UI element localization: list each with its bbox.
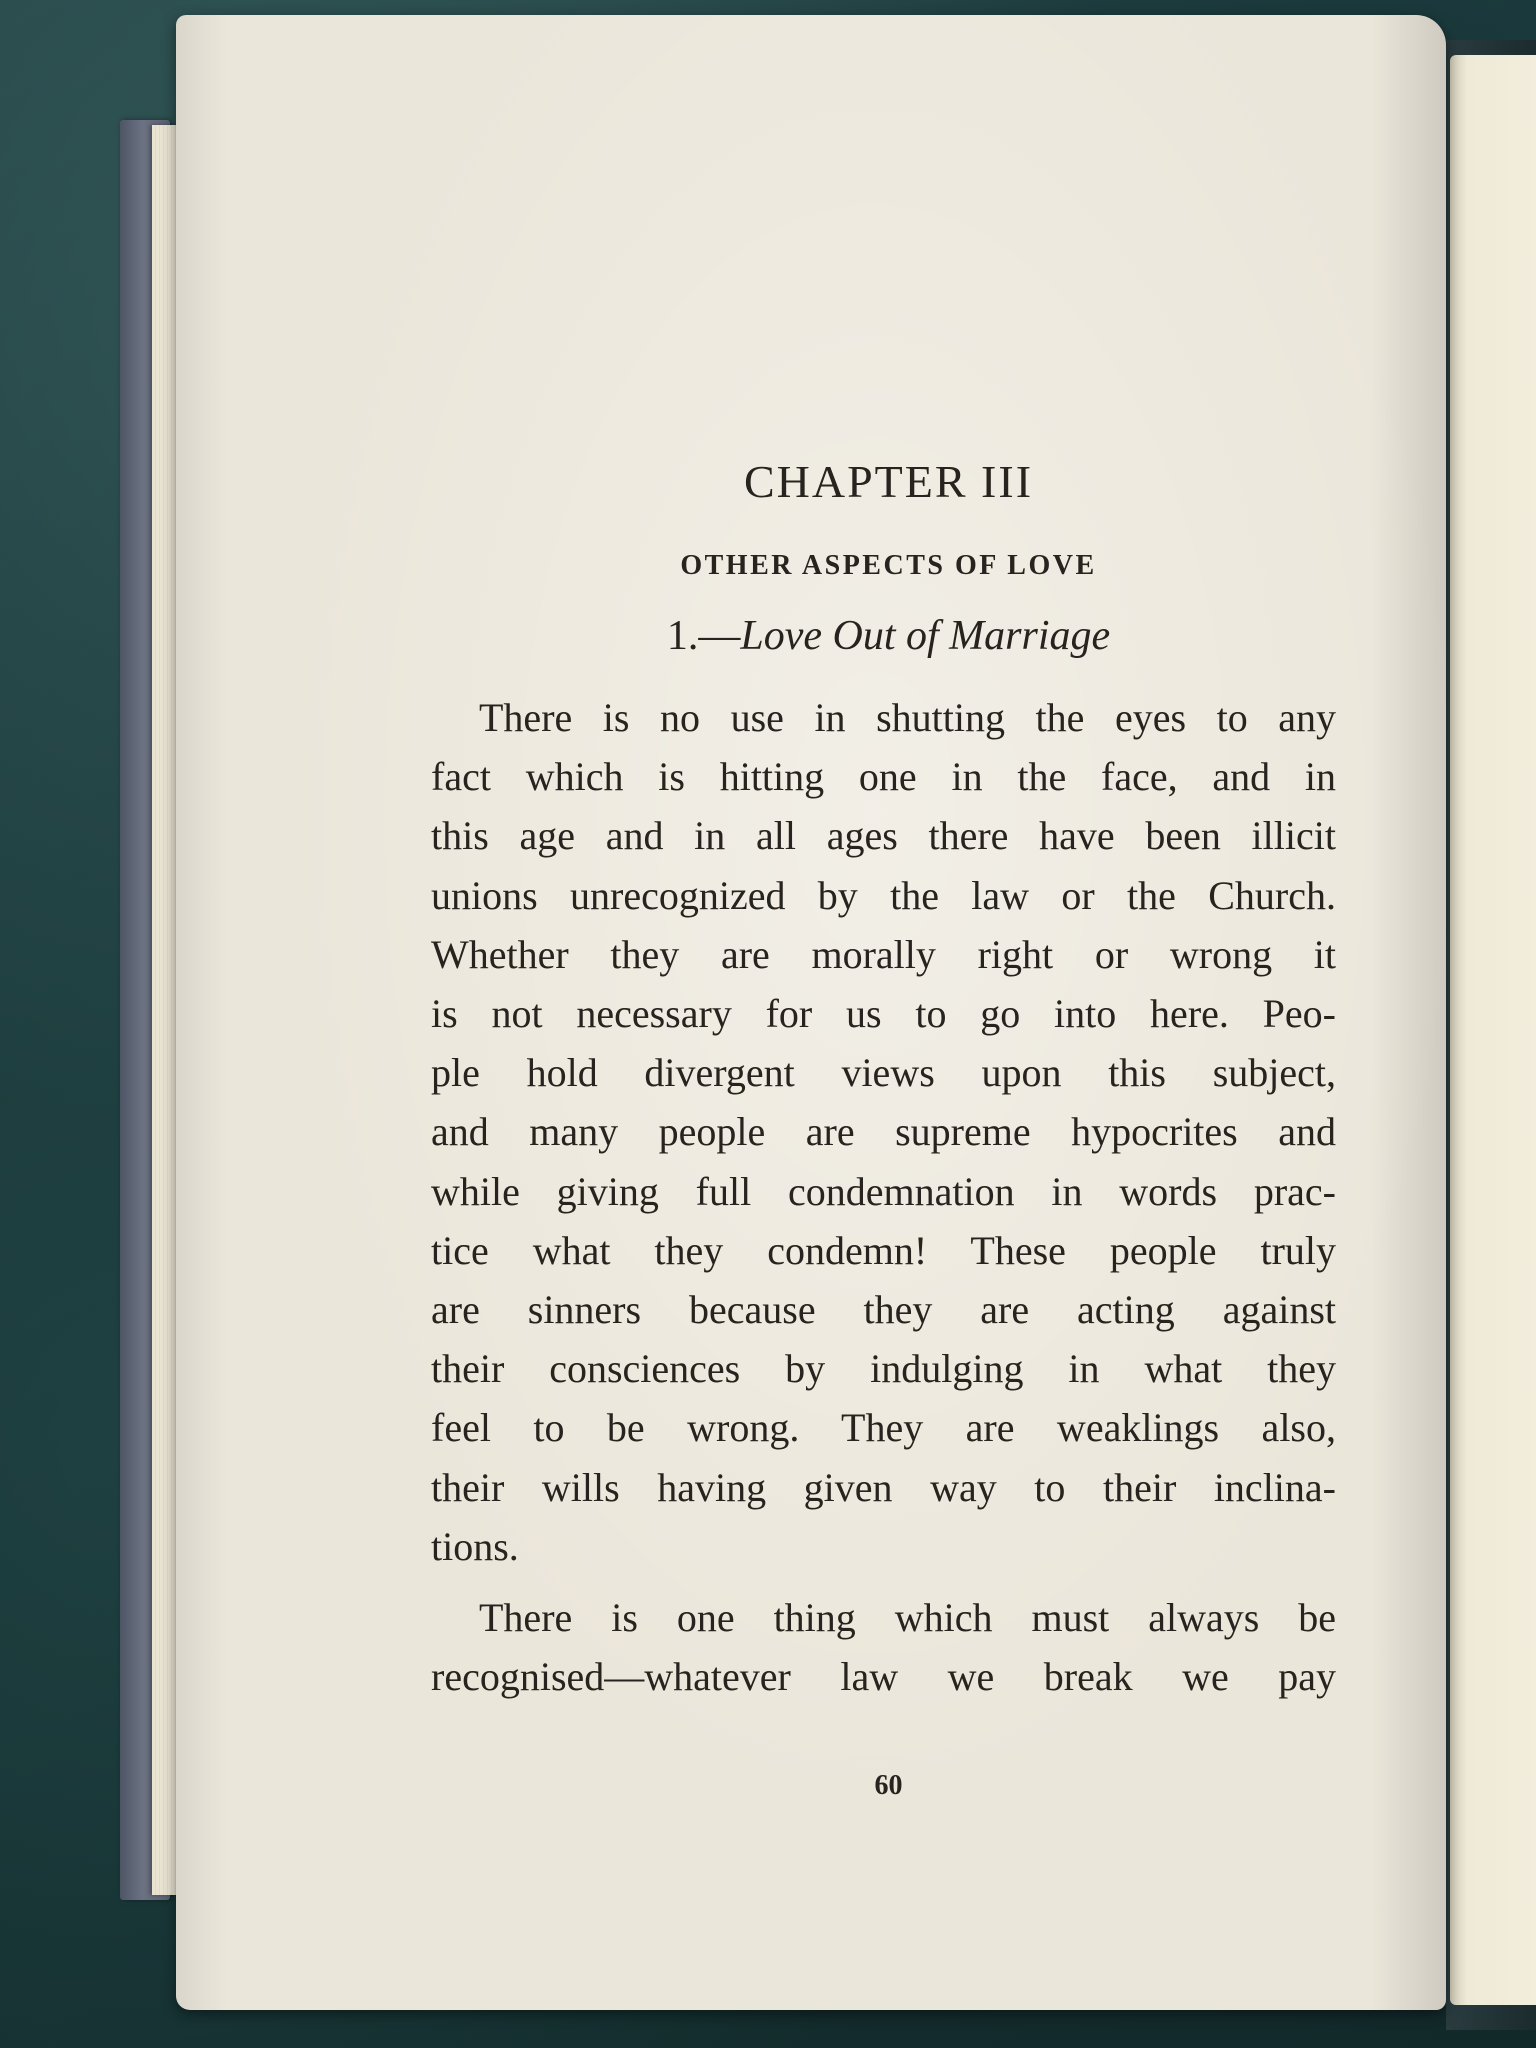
text-line: recognised—whatever law we break we pay xyxy=(431,1654,1336,1700)
text-line: their wills having given way to their inclina- xyxy=(431,1464,1336,1510)
text-line: ple hold divergent views upon this subject, xyxy=(431,1050,1336,1096)
page-text-block xyxy=(431,455,1336,1718)
text-line: Whether they are morally right or wrong it xyxy=(431,931,1336,977)
subsection-heading: Love Out of Marriage xyxy=(740,613,1111,659)
facing-page-edge xyxy=(1450,55,1536,2005)
book-page xyxy=(176,15,1446,2010)
text-line: this age and in all ages there have been illicit xyxy=(431,813,1336,859)
page-number: 60 xyxy=(874,1770,903,1801)
text-line: unions unrecognized by the law or the Church. xyxy=(431,872,1336,918)
text-line: feel to be wrong. They are weaklings also, xyxy=(431,1405,1336,1451)
text-line: There is no use in shutting the eyes to any xyxy=(479,695,1336,740)
text-line: are sinners because they are acting against xyxy=(431,1287,1336,1333)
paragraph-2 xyxy=(431,1588,1336,1706)
text-line: There is one thing which must always be xyxy=(479,1595,1336,1641)
text-line: tions. xyxy=(431,1523,519,1569)
text-line: their consciences by indulging in what they xyxy=(431,1346,1336,1392)
text-line: tice what they condemn! These people truly xyxy=(431,1227,1336,1273)
section-title: OTHER ASPECTS OF LOVE xyxy=(680,550,1097,581)
text-line: while giving full condemnation in words prac- xyxy=(431,1168,1336,1214)
subsection-title xyxy=(441,612,1336,660)
paragraph-1 xyxy=(431,688,1336,1576)
subsection-number: 1.— xyxy=(666,613,741,659)
text-line: fact which is hitting one in the face, and in xyxy=(431,754,1336,800)
text-line: and many people are supreme hypocrites and xyxy=(431,1109,1336,1155)
text-line: is not necessary for us to go into here. Peo- xyxy=(431,991,1336,1037)
chapter-title: CHAPTER III xyxy=(743,456,1034,507)
